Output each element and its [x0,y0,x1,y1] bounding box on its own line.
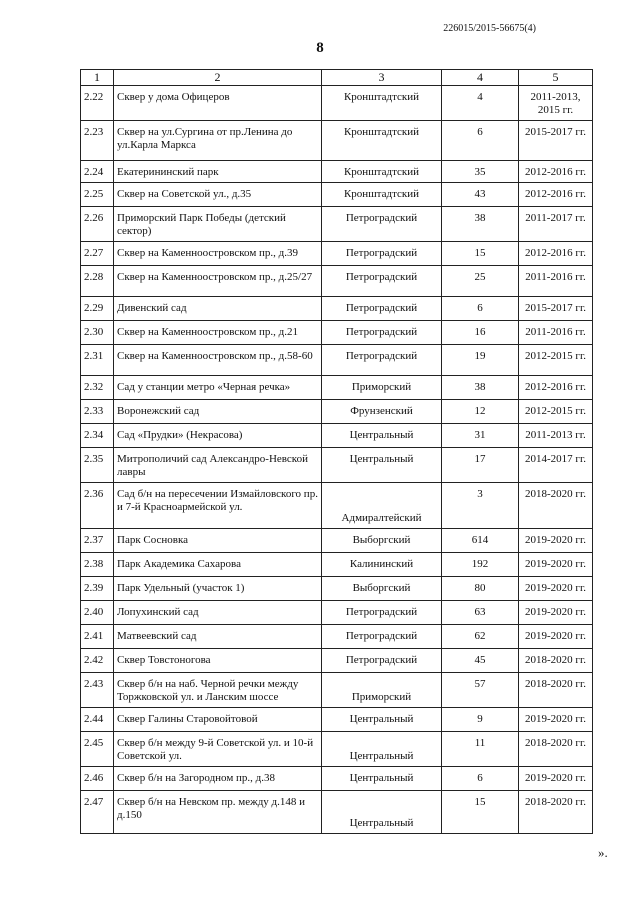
row-period: 2012-2016 гг. [519,183,593,207]
row-district: Петроградский [322,297,442,321]
row-area: 11 [442,732,519,767]
row-period: 2019-2020 гг. [519,529,593,553]
row-district: Петроградский [322,345,442,376]
row-name: Сквер на Каменноостровском пр., д.21 [114,321,322,345]
table-row [81,577,593,601]
table-row [81,321,593,345]
row-number: 2.27 [81,242,114,266]
row-period: 2012-2016 гг. [519,161,593,183]
row-district: Выборгский [322,529,442,553]
row-district: Приморский [322,376,442,400]
row-area: 19 [442,345,519,376]
table-row [81,242,593,266]
row-name: Парк Удельный (участок 1) [114,577,322,601]
row-district: Выборгский [322,577,442,601]
table-row [81,673,593,708]
row-district: Центральный [322,732,442,767]
table-row [81,424,593,448]
row-number: 2.39 [81,577,114,601]
row-name: Сквер б/н на Невском пр. между д.148 и д.150 [114,791,322,834]
row-number: 2.23 [81,121,114,161]
table-row [81,708,593,732]
document-number: 226015/2015-56675(4) [443,23,536,34]
row-number: 2.24 [81,161,114,183]
row-period: 2011-2017 гг. [519,207,593,242]
row-area: 25 [442,266,519,297]
table-row [81,207,593,242]
row-number: 2.45 [81,732,114,767]
column-header: 4 [442,70,519,86]
row-name: Сад б/н на пересечении Измайловского пр. и 7-й Красноармейской ул. [114,483,322,529]
row-district: Кронштадтский [322,161,442,183]
row-period: 2018-2020 гг. [519,791,593,834]
row-period: 2012-2016 гг. [519,376,593,400]
row-area: 9 [442,708,519,732]
row-name: Сквер Товстоногова [114,649,322,673]
closing-quote: ». [598,845,608,860]
row-number: 2.40 [81,601,114,625]
row-name: Лопухинский сад [114,601,322,625]
row-name: Воронежский сад [114,400,322,424]
row-number: 2.29 [81,297,114,321]
row-period: 2015-2017 гг. [519,121,593,161]
table-row [81,345,593,376]
table-row [81,297,593,321]
table-header-row [81,70,593,86]
page-number: 8 [316,40,324,56]
row-name: Парк Сосновка [114,529,322,553]
row-number: 2.34 [81,424,114,448]
row-period: 2019-2020 гг. [519,708,593,732]
row-district: Центральный [322,791,442,834]
row-period: 2018-2020 гг. [519,483,593,529]
row-period: 2019-2020 гг. [519,767,593,791]
row-district: Калининский [322,553,442,577]
row-name: Митрополичий сад Александро-Невской лавры [114,448,322,483]
row-period: 2012-2016 гг. [519,242,593,266]
row-name: Сквер на ул.Сургина от пр.Ленина до ул.Карла Маркса [114,121,322,161]
row-area: 45 [442,649,519,673]
row-name: Парк Академика Сахарова [114,553,322,577]
row-number: 2.36 [81,483,114,529]
row-name: Екатерининский парк [114,161,322,183]
row-period: 2012-2015 гг. [519,345,593,376]
row-period: 2019-2020 гг. [519,601,593,625]
row-number: 2.46 [81,767,114,791]
table-row [81,649,593,673]
row-name: Сквер на Каменноостровском пр., д.25/27 [114,266,322,297]
row-name: Сквер на Каменноостровском пр., д.39 [114,242,322,266]
row-name: Сквер б/н на наб. Черной речки между Торжковской ул. и Ланским шоссе [114,673,322,708]
table-row [81,767,593,791]
table-row [81,161,593,183]
row-name: Сквер Галины Старовойтовой [114,708,322,732]
row-area: 614 [442,529,519,553]
row-name: Дивенский сад [114,297,322,321]
row-district: Кронштадтский [322,121,442,161]
row-area: 15 [442,791,519,834]
row-name: Матвеевский сад [114,625,322,649]
row-number: 2.31 [81,345,114,376]
column-header: 1 [81,70,114,86]
table-row [81,86,593,121]
column-header: 3 [322,70,442,86]
row-name: Сквер б/н между 9-й Советской ул. и 10-й Советской ул. [114,732,322,767]
row-number: 2.35 [81,448,114,483]
row-name: Приморский Парк Победы (детский сектор) [114,207,322,242]
row-number: 2.47 [81,791,114,834]
row-period: 2011-2013 гг. [519,424,593,448]
row-area: 38 [442,207,519,242]
row-number: 2.25 [81,183,114,207]
row-area: 6 [442,121,519,161]
row-area: 3 [442,483,519,529]
row-area: 31 [442,424,519,448]
row-district: Петроградский [322,649,442,673]
row-area: 12 [442,400,519,424]
row-area: 6 [442,767,519,791]
row-area: 57 [442,673,519,708]
table-row [81,183,593,207]
row-area: 15 [442,242,519,266]
row-period: 2012-2015 гг. [519,400,593,424]
table-row [81,601,593,625]
row-district: Центральный [322,708,442,732]
row-number: 2.42 [81,649,114,673]
row-district: Адмиралтейский [322,483,442,529]
table-row [81,448,593,483]
row-area: 62 [442,625,519,649]
row-number: 2.41 [81,625,114,649]
table-row [81,376,593,400]
row-number: 2.26 [81,207,114,242]
row-area: 17 [442,448,519,483]
row-name: Сквер у дома Офицеров [114,86,322,121]
row-area: 6 [442,297,519,321]
row-number: 2.38 [81,553,114,577]
row-district: Петроградский [322,625,442,649]
row-district: Петроградский [322,321,442,345]
row-district: Петроградский [322,601,442,625]
row-area: 43 [442,183,519,207]
row-district: Центральный [322,448,442,483]
row-period: 2018-2020 гг. [519,649,593,673]
row-area: 80 [442,577,519,601]
row-period: 2011-2013, 2015 гг. [519,86,593,121]
table-row [81,483,593,529]
row-period: 2019-2020 гг. [519,553,593,577]
row-district: Центральный [322,767,442,791]
row-number: 2.30 [81,321,114,345]
table-row [81,732,593,767]
row-area: 16 [442,321,519,345]
row-number: 2.32 [81,376,114,400]
row-number: 2.33 [81,400,114,424]
row-period: 2015-2017 гг. [519,297,593,321]
row-district: Петроградский [322,242,442,266]
table-row [81,266,593,297]
table-row [81,400,593,424]
row-period: 2011-2016 гг. [519,266,593,297]
row-period: 2019-2020 гг. [519,625,593,649]
row-district: Кронштадтский [322,86,442,121]
row-number: 2.37 [81,529,114,553]
row-number: 2.43 [81,673,114,708]
row-area: 38 [442,376,519,400]
row-name: Сад у станции метро «Черная речка» [114,376,322,400]
row-name: Сквер б/н на Загородном пр., д.38 [114,767,322,791]
row-district: Кронштадтский [322,183,442,207]
row-period: 2019-2020 гг. [519,577,593,601]
row-area: 4 [442,86,519,121]
row-number: 2.28 [81,266,114,297]
table-row [81,791,593,834]
row-district: Фрунзенский [322,400,442,424]
parks-table [80,69,593,834]
row-name: Сад «Прудки» (Некрасова) [114,424,322,448]
row-area: 35 [442,161,519,183]
row-period: 2018-2020 гг. [519,732,593,767]
row-area: 63 [442,601,519,625]
row-number: 2.22 [81,86,114,121]
row-number: 2.44 [81,708,114,732]
table-row [81,121,593,161]
row-district: Центральный [322,424,442,448]
row-area: 192 [442,553,519,577]
row-district: Приморский [322,673,442,708]
column-header: 5 [519,70,593,86]
row-district: Петроградский [322,266,442,297]
row-name: Сквер на Каменноостровском пр., д.58-60 [114,345,322,376]
row-district: Петроградский [322,207,442,242]
row-period: 2011-2016 гг. [519,321,593,345]
table-row [81,553,593,577]
row-period: 2014-2017 гг. [519,448,593,483]
table-row [81,625,593,649]
table-row [81,529,593,553]
row-period: 2018-2020 гг. [519,673,593,708]
column-header: 2 [114,70,322,86]
row-name: Сквер на Советской ул., д.35 [114,183,322,207]
